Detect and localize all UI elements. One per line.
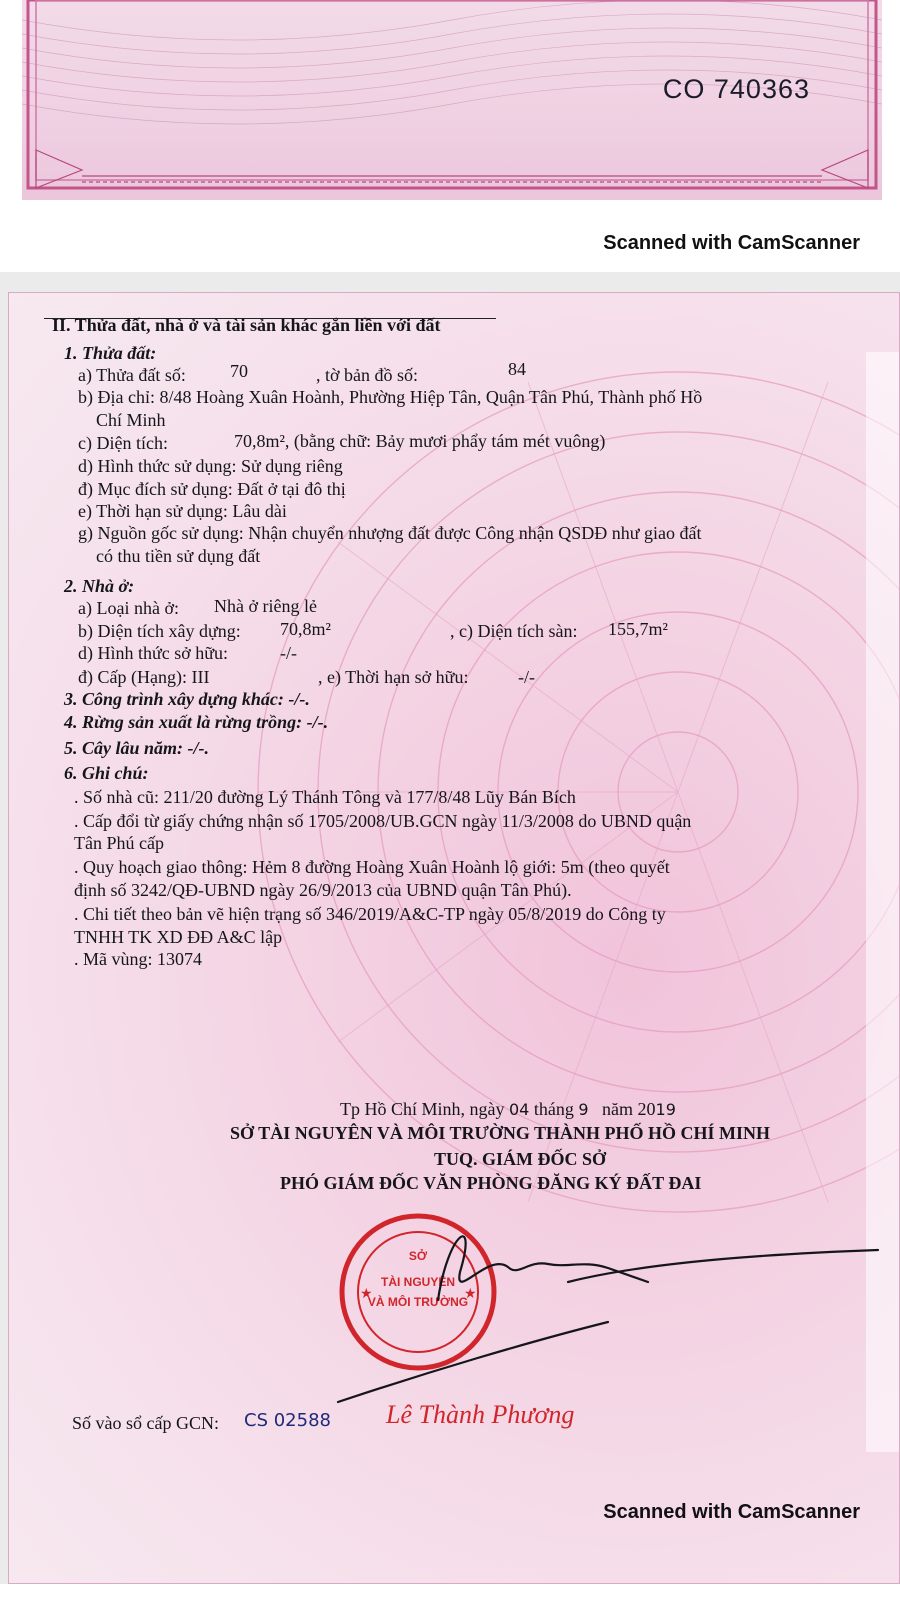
land-parcel-title: 1. Thửa đất: [64,343,157,363]
certificate-page [8,292,900,1584]
date-month-label: tháng [533,1099,574,1119]
svg-text:VÀ MÔI TRƯỜNG: VÀ MÔI TRƯỜNG [367,1295,469,1309]
camscanner-watermark: Scanned with CamScanner [603,232,860,254]
svg-text:TÀI NGUYÊN: TÀI NGUYÊN [380,1275,456,1289]
build-area-label: b) Diện tích xây dựng: [78,621,241,641]
date-month: 9 [578,1100,589,1119]
usage-term: e) Thời hạn sử dụng: Lâu dài [78,501,287,521]
note-drawing-line-2: TNHH TK XD ĐĐ A&C lập [74,927,283,947]
perennial-trees: 5. Cây lâu năm: -/-. [64,738,210,758]
serial-number: CO 740363 [662,74,810,104]
ownership-form-label: d) Hình thức sở hữu: [78,643,229,663]
usage-purpose: đ) Mục đích sử dụng: Đất ở tại đô thị [78,479,346,499]
svg-text:★: ★ [360,1285,373,1301]
house-title: 2. Nhà ở: [64,576,135,596]
note-reissue-line-2: Tân Phú cấp [74,833,164,853]
page-strip-top [0,0,900,272]
certificate-front-fragment [22,0,882,200]
note-reissue-line-1: . Cấp đổi từ giấy chứng nhận số 1705/2008/UB.GCN ngày 11/3/2008 do UBND quận [74,811,692,831]
notes-title: 6. Ghi chú: [64,763,149,783]
house-type-value: Nhà ở riêng lẻ [214,596,317,616]
floor-area-value: 155,7m² [608,619,668,639]
note-planning-line-2: định số 3242/QĐ-UBND ngày 26/9/2013 của UBND quận Tân Phú). [74,880,572,900]
address-line-1: b) Địa chỉ: 8/48 Hoàng Xuân Hoành, Phường Hiệp Tân, Quận Tân Phú, Thành phố Hồ [78,387,703,407]
section-heading: II. Thửa đất, nhà ở và tài sản khác gắn liền với đất [52,315,441,335]
note-drawing-line-1: . Chi tiết theo bản vẽ hiện trạng số 346/2019/A&C-TP ngày 05/8/2019 do Công ty [74,904,666,924]
build-area-value: 70,8m² [280,619,331,639]
usage-origin-line-1: g) Nguồn gốc sử dụng: Nhận chuyển nhượng đất được Công nhận QSDĐ như giao đất [78,523,702,543]
registry-label: Số vào sổ cấp GCN: [72,1413,219,1433]
note-area-code: . Mã vùng: 13074 [74,949,202,969]
note-planning-line-1: . Quy hoạch giao thông: Hẻm 8 đường Hoàng Xuân Hoành lộ giới: 5m (theo quyết [74,857,670,877]
svg-text:★: ★ [464,1285,477,1301]
floor-area-label: , c) Diện tích sàn: [450,621,578,641]
svg-text:SỞ: SỞ [408,1249,428,1263]
area-value: 70,8m², (bằng chữ: Bảy mươi phẩy tám mét vuông) [234,431,606,451]
authority-delegation: TUQ. GIÁM ĐỐC SỞ [434,1149,607,1169]
date-year-label: năm 20 [602,1099,656,1119]
ownership-term-label: , e) Thời hạn sở hữu: [318,667,469,687]
house-grade: đ) Cấp (Hạng): III [78,667,210,687]
usage-origin-line-2: có thu tiền sử dụng đất [96,546,261,566]
date-year: 19 [655,1100,676,1119]
ownership-term-value: -/- [518,667,535,687]
page-strip-bottom [0,1584,900,1599]
issue-date [340,1098,676,1121]
authority-department: SỞ TÀI NGUYÊN VÀ MÔI TRƯỜNG THÀNH PHỐ HỒ CHÍ MINH [230,1123,771,1143]
production-forest: 4. Rừng sản xuất là rừng trồng: -/-. [64,712,329,732]
map-sheet-label: , tờ bản đồ số: [316,365,419,385]
map-sheet-number: 84 [508,359,526,379]
signer-name: Lê Thành Phương [386,1400,575,1429]
parcel-number-label: a) Thửa đất số: [78,365,186,385]
camscanner-watermark-bottom: Scanned with CamScanner [603,1501,860,1523]
authority-signer-title: PHÓ GIÁM ĐỐC VĂN PHÒNG ĐĂNG KÝ ĐẤT ĐAI [280,1173,702,1193]
parcel-number: 70 [230,361,248,381]
date-day: 04 [509,1100,530,1119]
note-old-address: . Số nhà cũ: 211/20 đường Lý Thánh Tông và 177/8/48 Lũy Bán Bích [74,787,576,807]
usage-form: d) Hình thức sử dụng: Sử dụng riêng [78,456,343,476]
address-line-2: Chí Minh [96,410,166,430]
other-construction: 3. Công trình xây dựng khác: -/-. [64,689,310,709]
ownership-form-value: -/- [280,643,297,663]
area-label: c) Diện tích: [78,433,168,453]
registry-number: CS 02588 [244,1410,331,1431]
date-prefix: Tp Hồ Chí Minh, ngày [340,1099,505,1119]
house-type-label: a) Loại nhà ở: [78,598,179,618]
